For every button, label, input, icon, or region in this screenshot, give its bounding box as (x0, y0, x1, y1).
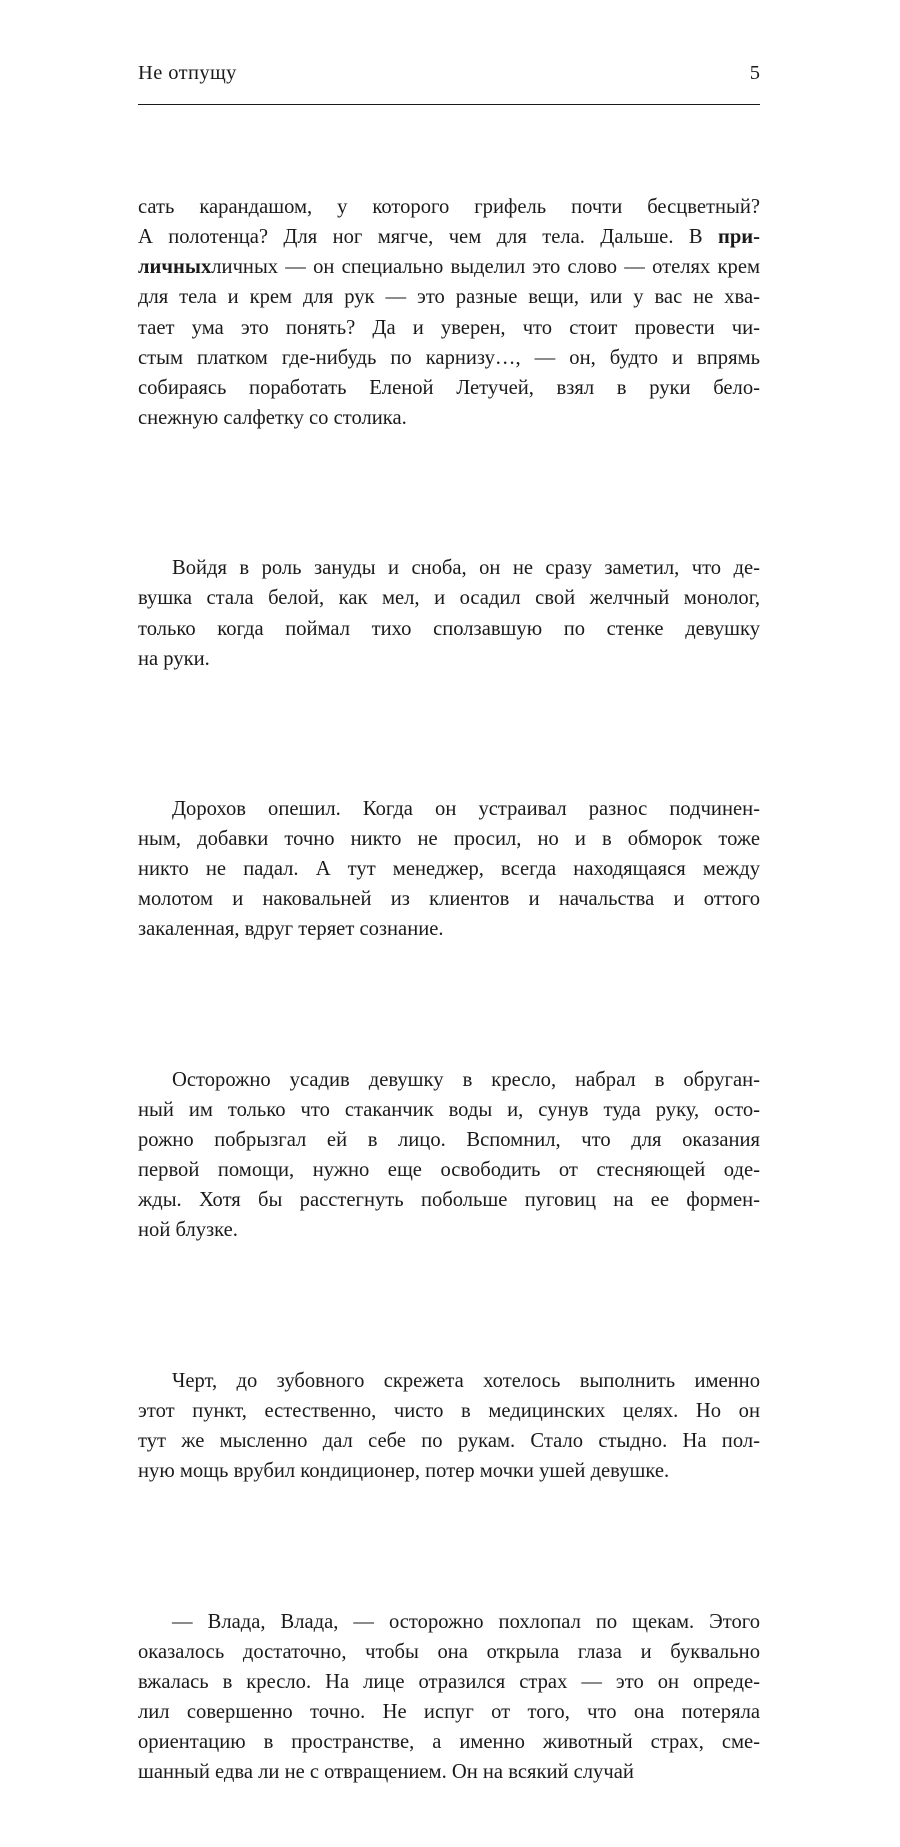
header-rule (138, 104, 760, 105)
body-text-block (138, 132, 760, 1847)
running-head (138, 62, 760, 85)
text-line: Черт, до зубовного скрежета хотелось выполнить именно (172, 1369, 760, 1392)
text-line: Дорохов опешил. Когда он устраивал разнос подчинен- (172, 798, 760, 821)
text-line: вжалась в кресло. На лице отразился страх — это он опреде- (138, 1670, 760, 1693)
text-line: этот пункт, естественно, чисто в медицинских целях. Но он (138, 1399, 760, 1422)
text-line: ный им только что стаканчик воды и, сунув туда руку, осто- (138, 1099, 760, 1121)
text-line: тут же мысленно дал себе по рукам. Стало стыдно. На пол- (138, 1430, 760, 1453)
text-line: ной блузке. (138, 1219, 238, 1242)
text-line: сать карандашом, у которого грифель почти бесцветный? (138, 196, 760, 219)
running-head-title: Не отпущу (138, 62, 237, 84)
text-line: тает ума это понять? Да и уверен, что стоит провести чи- (138, 316, 760, 339)
text-line: для тела и крем для рук — это разные вещи, или у вас не хва- (138, 286, 760, 309)
text-line: стым платком где-нибудь по карнизу…, — он, будто и впрямь (138, 346, 760, 369)
text-line (138, 252, 760, 282)
paragraph (138, 1546, 760, 1847)
text-line: жды. Хотя бы расстегнуть побольше пуговиц на ее формен- (138, 1189, 760, 1212)
emphasis-text: при- (717, 226, 760, 249)
text-line: снежную салфетку со столика. (138, 406, 407, 429)
line-text: А полотенца? Для ног мягче, чем для тела. Дальше. В (138, 226, 718, 249)
paragraph (138, 734, 760, 1005)
text-line: собираясь поработать Еленой Летучей, взял в руки бело- (138, 376, 760, 399)
paragraph (138, 493, 760, 734)
text-line: оказалось достаточно, чтобы она открыла глаза и буквально (138, 1640, 760, 1663)
text-line: на руки. (138, 647, 210, 670)
line-text: личных — он специально выделил это слово — отелях крем (211, 256, 760, 279)
text-line: вушка стала белой, как мел, и осадил свой желчный монолог, (138, 587, 760, 610)
emphasis-text: личных (138, 256, 212, 279)
text-line: Осторожно усадив девушку в кресло, набрал в обруган- (172, 1068, 760, 1091)
paragraph (138, 132, 760, 493)
paragraph (138, 1005, 760, 1306)
text-line: ным, добавки точно никто не просил, но и в обморок тоже (138, 828, 760, 851)
text-line: Войдя в роль зануды и сноба, он не сразу заметил, что де- (172, 557, 760, 580)
text-line: рожно побрызгал ей в лицо. Вспомнил, что для оказания (138, 1129, 760, 1152)
text-line: — Влада, Влада, — осторожно похлопал по щекам. Этого (172, 1610, 760, 1633)
text-line: первой помощи, нужно еще освободить от стесняющей оде- (138, 1159, 760, 1182)
text-line: закаленная, вдруг теряет сознание. (138, 918, 444, 941)
text-line: только когда поймал тихо сползавшую по стенке девушку (138, 617, 760, 640)
text-line: ориентацию в пространстве, а именно животный страх, сме- (138, 1730, 760, 1753)
text-line: шанный едва ли не с отвращением. Он на всякий случай (138, 1761, 634, 1784)
page-number: 5 (749, 62, 760, 84)
paragraph (138, 1306, 760, 1547)
text-line: лил совершенно точно. Не испуг от того, что она потеряла (138, 1700, 760, 1723)
text-line: молотом и наковальней из клиентов и начальства и оттого (138, 888, 760, 911)
text-line: ную мощь врубил кондиционер, потер мочки ушей девушке. (138, 1460, 670, 1483)
text-line: никто не падал. А тут менеджер, всегда находящаяся между (138, 858, 760, 881)
text-line (138, 222, 760, 252)
